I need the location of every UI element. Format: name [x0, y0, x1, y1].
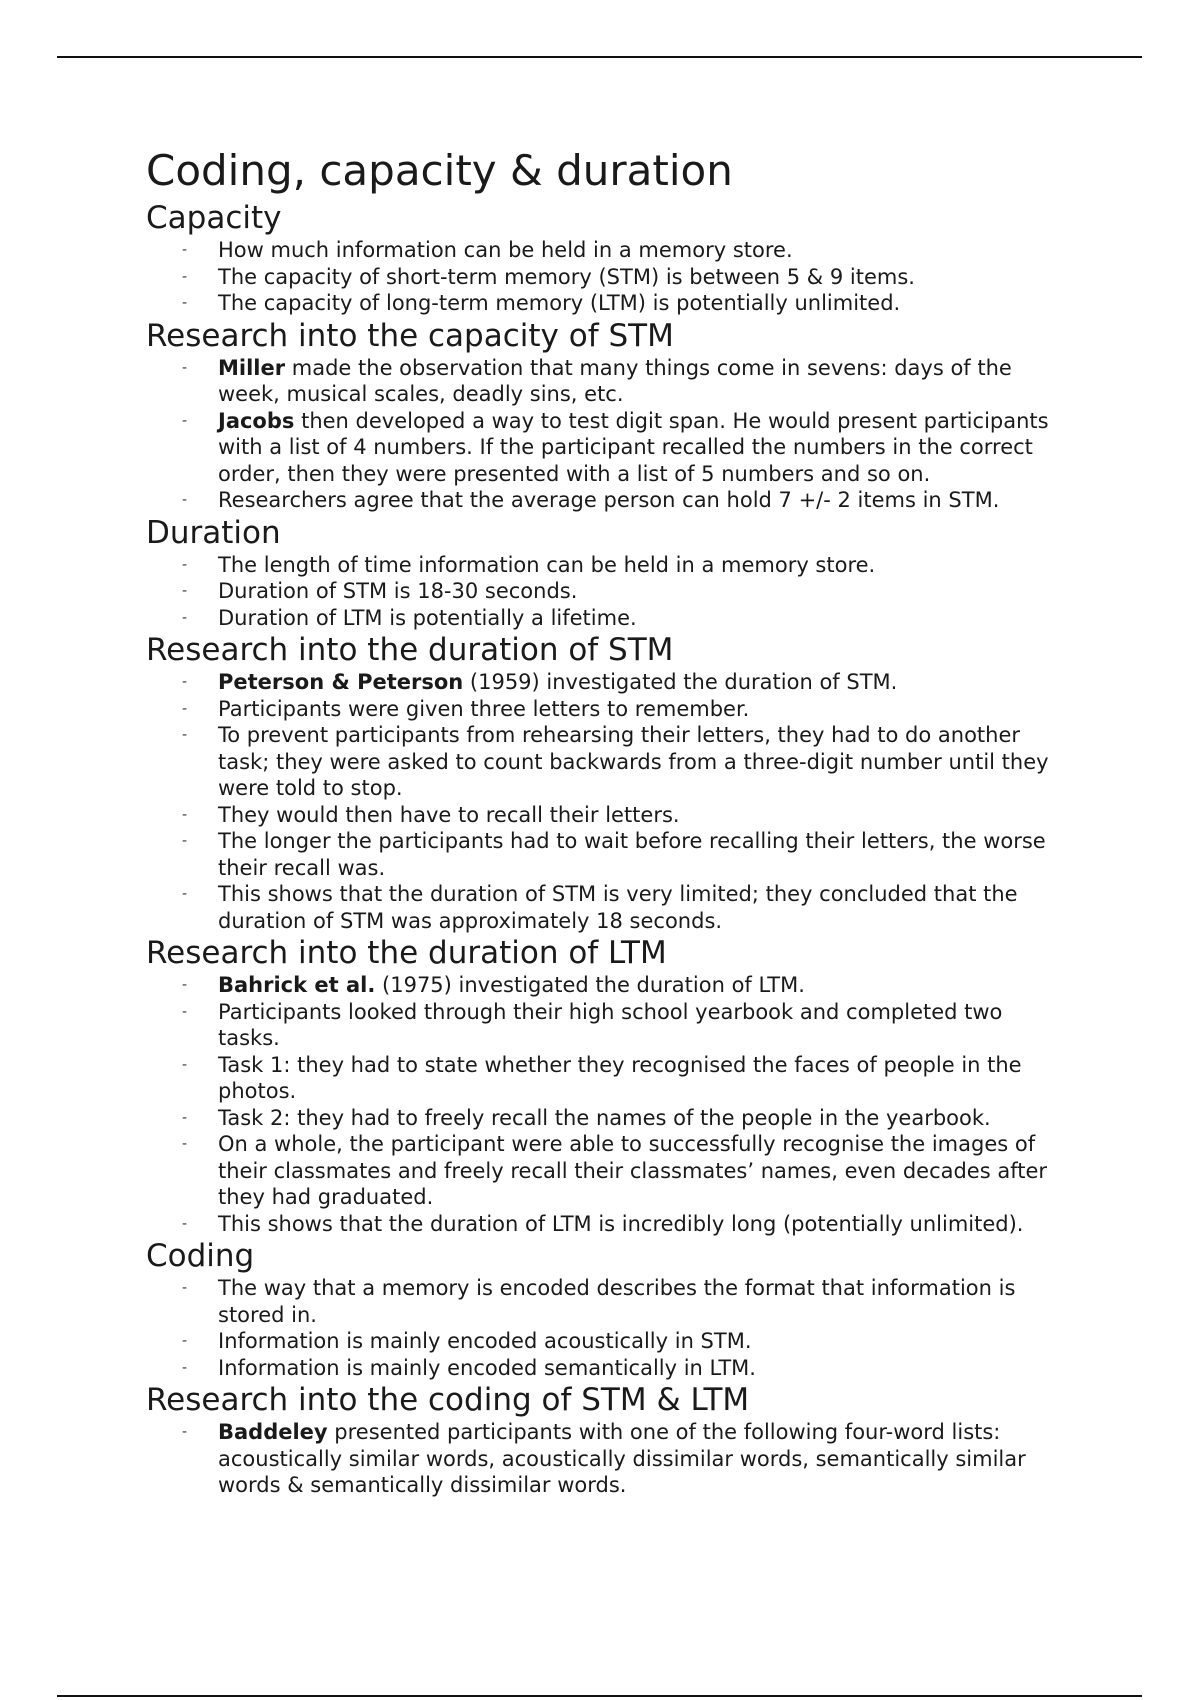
bullet-dash-icon: - — [182, 674, 188, 690]
item-text: Information is mainly encoded semantically in LTM. — [218, 1355, 756, 1380]
item-text: (1975) investigated the duration of LTM. — [375, 973, 805, 997]
item-text: The way that a memory is encoded describes the format that information is stored in. — [218, 1276, 1016, 1327]
bullet-dash-icon: - — [182, 1424, 188, 1440]
list-item — [146, 696, 1066, 723]
bullet-dash-icon: - — [182, 727, 188, 743]
item-text: The capacity of long-term memory (LTM) is potentially unlimited. — [218, 291, 901, 315]
bullet-dash-icon: - — [182, 556, 188, 573]
item-text: Researchers agree that the average person can hold 7 +/- 2 items in STM. — [218, 488, 1000, 512]
list-item — [146, 578, 1066, 605]
list-item — [146, 1105, 1066, 1132]
document-title: Coding, capacity & duration — [146, 146, 733, 195]
item-text: The longer the participants had to wait before recalling their letters, the worse their recall was. — [218, 829, 1046, 880]
list-item — [146, 972, 1066, 999]
item-text: They would then have to recall their letters. — [218, 802, 680, 827]
section-heading: Coding — [146, 1238, 255, 1274]
bullet-list — [146, 1419, 1066, 1499]
bullet-dash-icon: - — [182, 1215, 188, 1232]
bullet-dash-icon: - — [182, 609, 188, 626]
bullet-dash-icon: - — [182, 242, 188, 258]
item-text: This shows that the duration of LTM is incredibly long (potentially unlimited). — [218, 1211, 1024, 1236]
bullet-dash-icon: - — [182, 583, 188, 599]
section-heading: Research into the duration of STM — [146, 632, 674, 668]
list-item — [146, 1328, 1066, 1355]
bullet-dash-icon: - — [182, 1333, 188, 1349]
item-text: Duration of STM is 18-30 seconds. — [218, 579, 578, 603]
bullet-dash-icon: - — [182, 268, 188, 285]
list-item — [146, 408, 1066, 488]
item-text: Participants were given three letters to remember. — [218, 696, 750, 721]
list-item — [146, 1419, 1066, 1499]
list-item — [146, 881, 1066, 934]
list-item — [146, 1052, 1066, 1105]
list-item — [146, 290, 1066, 317]
section-heading: Research into the coding of STM & LTM — [146, 1382, 750, 1418]
researcher-name: Baddeley — [218, 1420, 328, 1444]
item-text: presented participants with one of the following four-word lists: acoustically similar words, acoustically dissimilar words, semantically similar words & semantically dissimilar words. — [218, 1420, 1026, 1497]
list-item — [146, 669, 1066, 696]
section-heading: Duration — [146, 514, 281, 551]
section-heading: Capacity — [146, 200, 282, 236]
bullet-list — [146, 972, 1066, 1237]
item-text: then developed a way to test digit span. He would present participants with a list of 4 numbers. If the participant recalled the numbers in the correct order, then they were presented with a list of 5 numbers and so on. — [218, 408, 1049, 486]
researcher-name: Miller — [218, 355, 286, 380]
list-item — [146, 802, 1066, 829]
item-text: made the observation that many things come in sevens: days of the week, musical scales, deadly sins, etc. — [218, 355, 1012, 406]
bottom-rule — [57, 1695, 1142, 1697]
item-text: Task 2: they had to freely recall the names of the people in the yearbook. — [218, 1105, 991, 1130]
bullet-dash-icon: - — [182, 700, 188, 717]
bullet-dash-icon: - — [182, 359, 188, 376]
list-item — [146, 264, 1066, 291]
item-text: Participants looked through their high school yearbook and completed two tasks. — [218, 999, 1003, 1050]
item-text: The capacity of short-term memory (STM) is between 5 & 9 items. — [218, 264, 915, 289]
list-item — [146, 605, 1066, 632]
item-text: Information is mainly encoded acoustically in STM. — [218, 1329, 752, 1353]
item-text: On a whole, the participant were able to successfully recognise the images of their classmates and freely recall their classmates’ names, even decades after they had graduated. — [218, 1132, 1048, 1209]
bullet-dash-icon: - — [182, 1056, 188, 1073]
list-item — [146, 1355, 1066, 1382]
researcher-name: Bahrick et al. — [218, 973, 376, 997]
bullet-dash-icon: - — [182, 806, 188, 823]
document-body — [146, 143, 1066, 1499]
list-item — [146, 828, 1066, 881]
item-text: Duration of LTM is potentially a lifetime. — [218, 605, 637, 630]
list-item — [146, 487, 1066, 514]
sections-container — [146, 199, 1066, 1499]
bullet-dash-icon: - — [182, 833, 188, 849]
bullet-dash-icon: - — [182, 295, 188, 311]
bullet-dash-icon: - — [182, 1359, 188, 1376]
bullet-list — [146, 552, 1066, 632]
bullet-dash-icon: - — [182, 1109, 188, 1126]
bullet-list — [146, 669, 1066, 934]
bullet-dash-icon: - — [182, 886, 188, 902]
list-item — [146, 1131, 1066, 1211]
item-text: The length of time information can be held in a memory store. — [218, 552, 876, 577]
top-rule — [57, 56, 1142, 58]
item-text: Task 1: they had to state whether they recognised the faces of people in the photos. — [218, 1052, 1022, 1103]
bullet-dash-icon: - — [182, 1136, 188, 1152]
list-item — [146, 1211, 1066, 1238]
item-text: (1959) investigated the duration of STM. — [463, 670, 898, 694]
bullet-dash-icon: - — [182, 1280, 188, 1296]
bullet-dash-icon: - — [182, 1003, 188, 1020]
bullet-dash-icon: - — [182, 492, 188, 508]
bullet-list — [146, 1275, 1066, 1381]
bullet-dash-icon: - — [182, 412, 188, 429]
list-item — [146, 552, 1066, 579]
list-item — [146, 999, 1066, 1052]
item-text: How much information can be held in a memory store. — [218, 238, 793, 262]
list-item — [146, 1275, 1066, 1328]
list-item — [146, 237, 1066, 264]
bullet-dash-icon: - — [182, 977, 188, 993]
bullet-list — [146, 237, 1066, 317]
section-heading: Research into the capacity of STM — [146, 317, 674, 354]
item-text: To prevent participants from rehearsing their letters, they had to do another task; they were asked to count backwards from a three-digit number until they were told to stop. — [218, 723, 1049, 800]
list-item — [146, 355, 1066, 408]
researcher-name: Jacobs — [218, 408, 295, 433]
researcher-name: Peterson & Peterson — [218, 670, 464, 694]
bullet-list — [146, 355, 1066, 514]
list-item — [146, 722, 1066, 802]
item-text: This shows that the duration of STM is very limited; they concluded that the duration of STM was approximately 18 seconds. — [218, 882, 1018, 933]
section-heading: Research into the duration of LTM — [146, 935, 667, 971]
